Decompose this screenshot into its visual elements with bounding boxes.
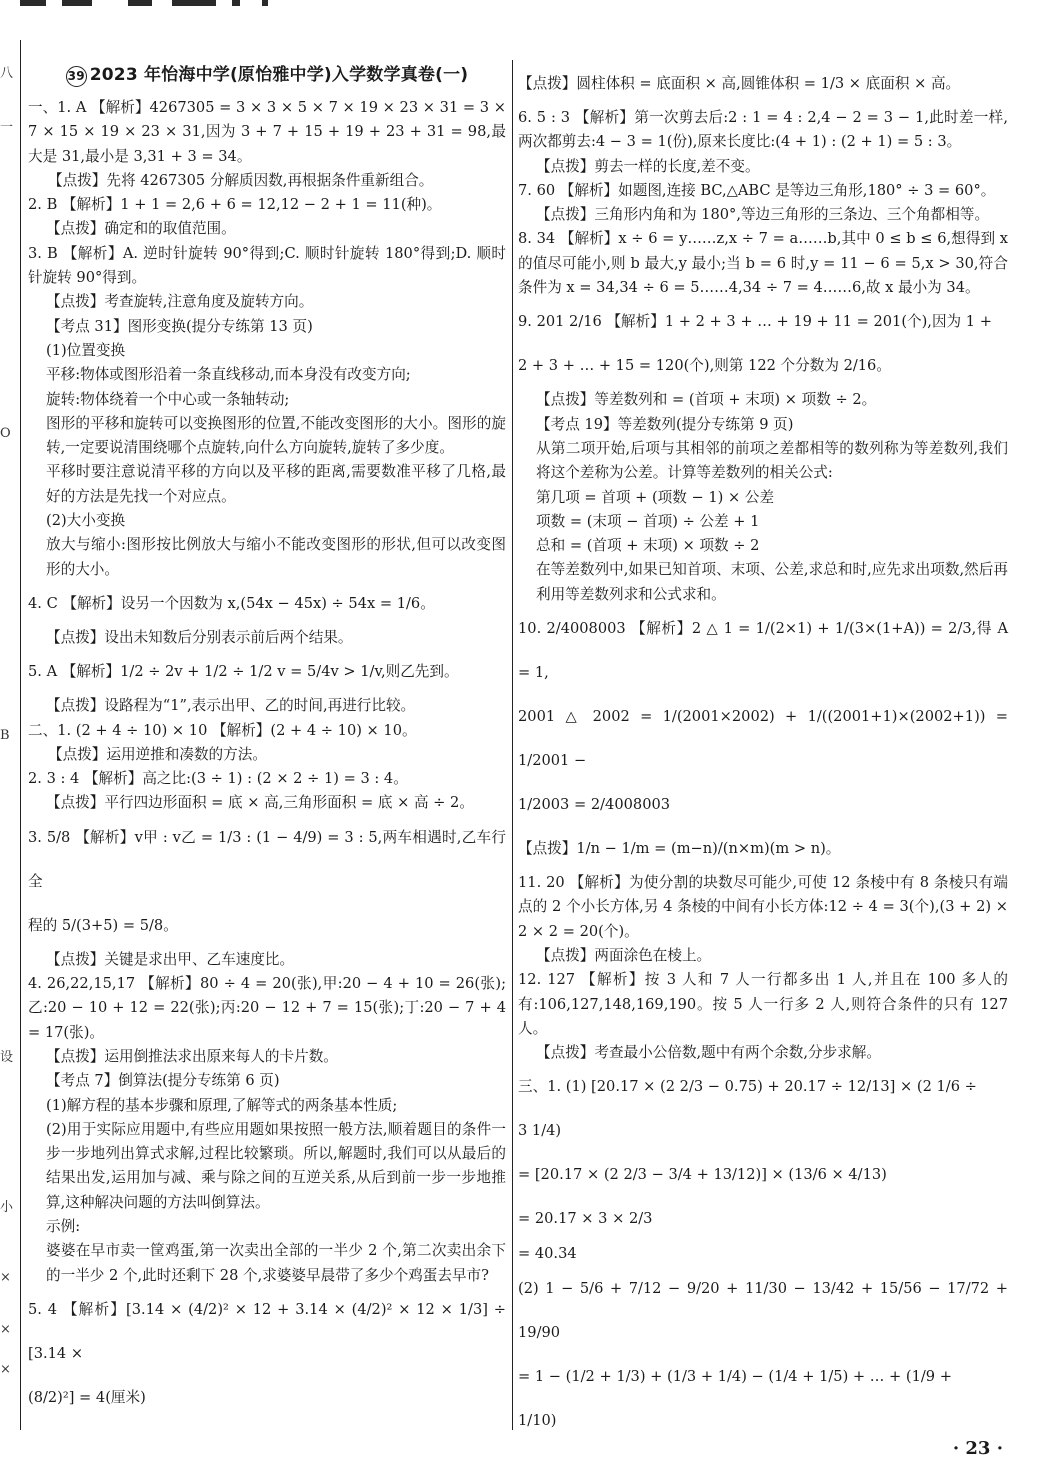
answer-line: 【点拨】1/n − 1/m = (m−n)/(n×m)(m > n)。	[518, 840, 841, 858]
answer-line: 12. 127 【解析】按 3 人和 7 人一行都多出 1 人,并且在 100 多人的有:106,127,148,169,190。按 5 人一行多 2 人,则符合条件的只有 127 人。	[518, 971, 1013, 1037]
answer-line: 示例:	[46, 1217, 81, 1235]
answer-line: 第几项 = 首项 + (项数 − 1) × 公差	[536, 488, 775, 506]
answer-line: 10. 2/4008003 【解析】2 △ 1 = 1/(2×1) + 1/(3×(1+A)) = 2/3,得 A = 1,	[518, 620, 1013, 682]
left-column	[28, 60, 511, 1420]
answer-line: 7. 60 【解析】如题图,连接 BC,△ABC 是等边三角形,180° ÷ 3 = 60°。	[518, 181, 996, 199]
answer-line: 【点拨】平行四边形面积 = 底 × 高,三角形面积 = 底 × 高 ÷ 2。	[46, 794, 474, 812]
answer-line: 从第二项开始,后项与其相邻的前项之差都相等的数列称为等差数列,我们将这个差称为公差。计算等差数列的相关公式:	[536, 439, 1008, 482]
answer-line: 6. 5 : 3 【解析】第一次剪去后:2 : 1 = 4 : 2,4 − 2 = 3 − 1,此时差一样,两次都剪去:4 − 3 = 1(份),原来长度比:(4 + 1) : (2 + 1) = 5 : 3。	[518, 109, 1008, 151]
answer-line: 【点拨】设出未知数后分别表示前后两个结果。	[46, 628, 353, 646]
margin-mark: B	[0, 728, 10, 743]
answer-line: 二、1. (2 + 4 ÷ 10) × 10 【解析】(2 + 4 ÷ 10) × 10。	[28, 721, 417, 739]
margin-mark: 小	[0, 1200, 14, 1215]
answer-line: 11. 20 【解析】为使分割的块数尽可能少,可使 12 条棱中有 8 条棱只有端点的 2 个小长方体,另 4 条棱的中间有小长方体:12 ÷ 4 = 3(个),(3 + 2) × 2 × 2 = 20(个)。	[518, 874, 1013, 940]
answer-line: 【点拨】运用逆推和凑数的方法。	[48, 745, 267, 763]
answer-line: = 40.34	[518, 1245, 577, 1263]
answer-line: 2 + 3 + … + 15 = 120(个),则第 122 个分数为 2/16。	[518, 357, 891, 375]
answer-line: 2. B 【解析】1 + 1 = 2,6 + 6 = 12,12 − 2 + 1 = 11(种)。	[28, 196, 442, 214]
margin-mark: ×	[0, 1362, 11, 1377]
answer-line: 图形的平移和旋转可以变换图形的位置,不能改变图形的大小。图形的旋转,一定要说清围绕哪个点旋转,向什么方向旋转,旋转了多少度。	[46, 414, 506, 457]
answer-line: 2001 △ 2002 = 1/(2001×2002) + 1/((2001+1)×(2002+1)) = 1/2001 −	[518, 708, 1013, 770]
margin-mark: O	[0, 426, 11, 441]
answer-line: 1/2003 = 2/4008003	[518, 796, 671, 814]
answer-line: 4. C 【解析】设另一个因数为 x,(54x − 45x) ÷ 54x = 1/6。	[28, 594, 435, 612]
answer-line: 5. A 【解析】1/2 ÷ 2v + 1/2 ÷ 1/2 v = 5/4v > 1/v,则乙先到。	[28, 663, 459, 681]
answer-line: 【点拨】圆柱体积 = 底面积 × 高,圆锥体积 = 1/3 × 底面积 × 高。	[518, 75, 961, 92]
answer-line: = [20.17 × (2 2/3 − 3/4 + 13/12)] × (13/6 × 4/13)	[518, 1166, 887, 1184]
answer-line: 【点拨】两面涂色在棱上。	[536, 946, 712, 964]
answer-line: = 20.17 × 3 × 2/3	[518, 1210, 653, 1228]
answer-line: 4. 26,22,15,17 【解析】80 ÷ 4 = 20(张),甲:20 − 4 + 10 = 26(张);乙:20 − 10 + 12 = 22(张);丙:20 − 12 + 7 = 15(张);丁:20 − 7 + 4 = 17(张)。	[28, 975, 511, 1041]
margin-mark: 设	[0, 1050, 14, 1065]
exam-title	[28, 60, 506, 87]
column-divider	[512, 60, 513, 1430]
answer-line: 总和 = (首项 + 末项) × 项数 ÷ 2	[536, 537, 760, 555]
margin-mark: ×	[0, 1270, 11, 1285]
answer-line: 5. 4 【解析】[3.14 × (4/2)² × 12 + 3.14 × (4/2)² × 12 × 1/3] ÷ [3.14 ×	[28, 1300, 511, 1362]
answer-line: (8/2)²] = 4(厘米)	[28, 1388, 146, 1406]
answer-line: 【点拨】等差数列和 = (首项 + 末项) × 项数 ÷ 2。	[536, 391, 877, 409]
right-column	[518, 62, 1013, 1443]
exam-number-badge: 39	[66, 66, 87, 87]
answer-line: 【点拨】运用倒推法求出原来每人的卡片数。	[46, 1047, 338, 1065]
answer-line: 平移时要注意说清平移的方向以及平移的距离,需要数准平移了几格,最好的方法是先找一个对应点。	[46, 463, 506, 505]
answer-line: 3. B 【解析】A. 逆时针旋转 90°得到;C. 顺时针旋转 180°得到;D. 顺时针旋转 90°得到。	[28, 244, 506, 287]
answer-line: 2. 3 : 4 【解析】高之比:(3 ÷ 1) : (2 × 2 ÷ 1) = 3 : 4。	[28, 770, 408, 788]
exam-title-text: 2023 年怡海中学(原怡雅中学)入学数学真卷(一)	[89, 65, 469, 85]
answer-line: 【考点 7】倒算法(提分专练第 6 页)	[46, 1072, 280, 1090]
answer-line: 项数 = (末项 − 首项) ÷ 公差 + 1	[536, 512, 760, 530]
page-number: · 23 ·	[952, 1438, 1003, 1459]
answer-line: 【点拨】剪去一样的长度,差不变。	[536, 157, 760, 175]
answer-line: (2)大小变换	[46, 512, 126, 530]
answer-line: 程的 5/(3+5) = 5/8。	[28, 916, 178, 934]
answer-line: 在等差数列中,如果已知首项、末项、公差,求总和时,应先求出项数,然后再利用等差数列求和公式求和。	[536, 561, 1008, 603]
answer-line: 8. 34 【解析】x ÷ 6 = y……z,x ÷ 7 = a……b,其中 0 ≤ b ≤ 6,想得到 x 的值尽可能小,则 b 最大,y 最小;当 b = 6 时,y = 11 − 6 = 5,x > 30,符合条件为 x = 34,34 ÷ 6 = 5……4,34 ÷ 7 = 4……6,故 x 最小为 34。	[518, 230, 1013, 297]
answer-line: 9. 201 2/16 【解析】1 + 2 + 3 + … + 19 + 11 = 201(个),因为 1 +	[518, 313, 992, 331]
answer-line: 【考点 31】图形变换(提分专练第 13 页)	[46, 317, 313, 335]
answer-line: (1)解方程的基本步骤和原理,了解等式的两条基本性质;	[46, 1096, 398, 1114]
left-binding-line	[20, 40, 21, 1430]
answer-line: (1)位置变换	[46, 341, 126, 359]
answer-line: 【点拨】三角形内角和为 180°,等边三角形的三条边、三个角都相等。	[536, 206, 990, 224]
right-answers	[518, 62, 1013, 1443]
answer-line: 平移:物体或图形沿着一条直线移动,而本身没有改变方向;	[46, 366, 411, 384]
answer-line: 【点拨】确定和的取值范围。	[46, 220, 236, 238]
answer-line: 【点拨】考查旋转,注意角度及旋转方向。	[46, 293, 314, 311]
answer-line: 一、1. A 【解析】4267305 = 3 × 3 × 5 × 7 × 19 × 23 × 31 = 3 × 7 × 15 × 19 × 23 × 31,因为 3 + 7 + 15 + 19 + 23 + 31 = 98,最大是 31,最小是 3,31 + 3 = 34。	[28, 99, 511, 165]
top-edge-marks	[0, 0, 1043, 14]
margin-marks	[0, 40, 20, 1440]
answer-line: 【点拨】设路程为“1”,表示出甲、乙的时间,再进行比较。	[46, 697, 416, 715]
answer-line: (2)用于实际应用题中,有些应用题如果按照一般方法,顺着题目的条件一步一步地列出算式求解,过程比较繁琐。所以,解题时,我们可以从最后的结果出发,运用加与减、乘与除之间的互逆关系,从后到前一步一步地推算,这种解决问题的方法叫倒算法。	[46, 1120, 506, 1211]
answer-line: 旋转:物体绕着一个中心或一条轴转动;	[46, 390, 290, 408]
margin-mark: 一	[0, 120, 14, 135]
answer-line: 【点拨】先将 4267305 分解质因数,再根据条件重新组合。	[48, 171, 434, 189]
answer-line: 1/10)	[518, 1412, 557, 1430]
answer-line: 【点拨】考查最小公倍数,题中有两个余数,分步求解。	[536, 1044, 881, 1062]
margin-mark: 八	[0, 66, 14, 81]
answer-line: 【点拨】关键是求出甲、乙车速度比。	[46, 950, 295, 968]
margin-mark: ×	[0, 1322, 11, 1337]
answer-line: 【考点 19】等差数列(提分专练第 9 页)	[536, 415, 794, 433]
answer-line: 婆婆在早市卖一筐鸡蛋,第一次卖出全部的一半少 2 个,第二次卖出余下的一半少 2 个,此时还剩下 28 个,求婆婆早晨带了多少个鸡蛋去早市?	[46, 1242, 506, 1284]
answer-line: (2) 1 − 5/6 + 7/12 − 9/20 + 11/30 − 13/42 + 15/56 − 17/72 + 19/90	[518, 1280, 1013, 1342]
answer-line: 3. 5/8 【解析】v甲 : v乙 = 1/3 : (1 − 4/9) = 3 : 5,两车相遇时,乙车行全	[28, 828, 506, 890]
answer-line: 放大与缩小:图形按比例放大与缩小不能改变图形的形状,但可以改变图形的大小。	[46, 536, 506, 578]
answer-line: 3 1/4)	[518, 1122, 562, 1140]
answer-line: = 1 − (1/2 + 1/3) + (1/3 + 1/4) − (1/4 + 1/5) + … + (1/9 +	[518, 1368, 952, 1386]
left-answers	[28, 96, 511, 1420]
answer-line: 三、1. (1) [20.17 × (2 2/3 − 0.75) + 20.17 ÷ 12/13] × (2 1/6 ÷	[518, 1078, 977, 1096]
